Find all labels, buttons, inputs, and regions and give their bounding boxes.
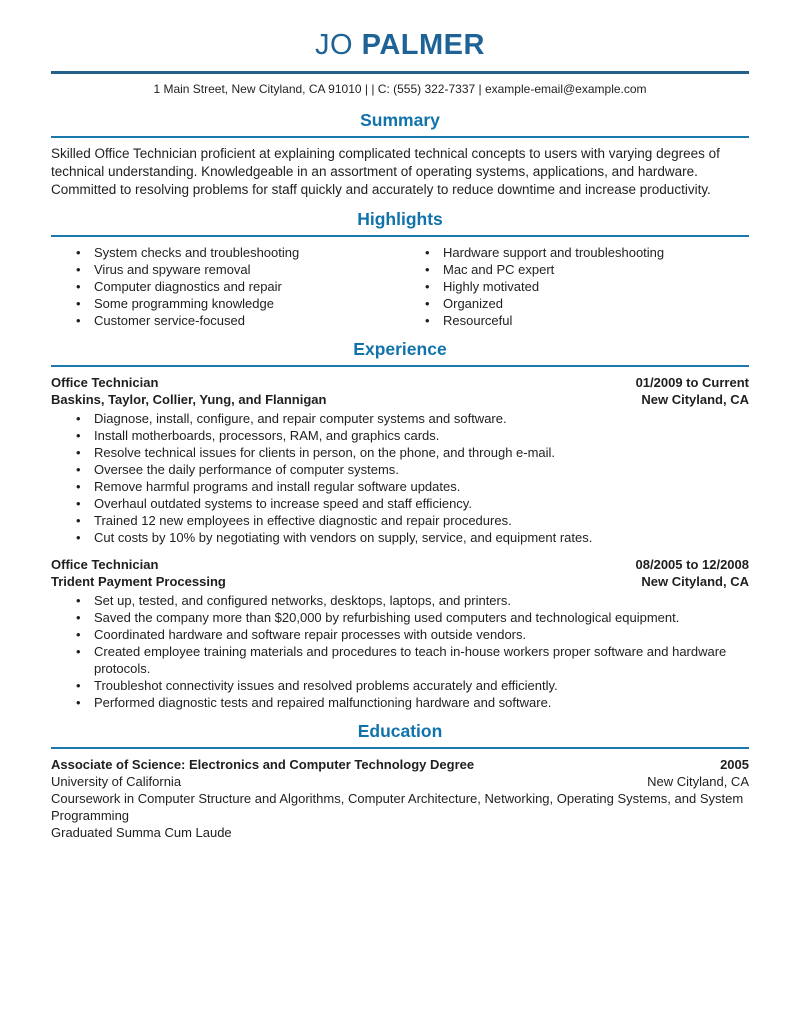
job-bullet: • Performed diagnostic tests and repaired malfunctioning hardware and software. <box>76 694 749 711</box>
job-bullet: • Resolve technical issues for clients in person, on the phone, and through e-mail. <box>76 444 749 461</box>
job-block <box>51 374 749 546</box>
job-bullet: • Coordinated hardware and software repair processes with outside vendors. <box>76 626 749 643</box>
header-rule <box>51 71 749 74</box>
highlight-item: • Resourceful <box>425 312 749 329</box>
job-bullet-list <box>76 592 749 711</box>
job-header-row <box>51 556 749 573</box>
job-role: Office Technician <box>51 375 159 390</box>
contact-line: 1 Main Street, New Cityland, CA 91010 | | C: (555) 322-7337 | example-email@example.com <box>153 82 647 96</box>
job-bullet: • Saved the company more than $20,000 by refurbishing used computers and technological equipment. <box>76 609 749 626</box>
highlight-item: • Mac and PC expert <box>425 261 749 278</box>
job-bullet: • Cut costs by 10% by negotiating with vendors on supply, service, and equipment rates. <box>76 529 749 546</box>
summary-rule <box>51 136 749 138</box>
section-title-education: Education <box>357 721 443 741</box>
highlight-item: • Hardware support and troubleshooting <box>425 244 749 261</box>
job-bullet: • Overhaul outdated systems to increase speed and staff efficiency. <box>76 495 749 512</box>
job-bullet: • Oversee the daily performance of computer systems. <box>76 461 749 478</box>
job-dates: 01/2009 to Current <box>635 375 749 390</box>
highlights-list-right <box>425 244 749 329</box>
job-block <box>51 556 749 711</box>
job-header-row <box>51 374 749 391</box>
highlight-item: • System checks and troubleshooting <box>76 244 400 261</box>
honors-text: Graduated Summa Cum Laude <box>51 825 232 840</box>
job-dates: 08/2005 to 12/2008 <box>635 557 749 572</box>
section-title-experience: Experience <box>353 339 447 359</box>
summary-text: Skilled Office Technician proficient at explaining complicated technical concepts to users with varying degrees of technical understanding. Knowledgeable in an assortment of operating systems, applications, and hardware. Committed to resolving problems for staff quickly and accurately to reduce downtime and increase productivity. <box>51 146 720 197</box>
experience-rule <box>51 365 749 367</box>
highlight-item: • Computer diagnostics and repair <box>76 278 400 295</box>
job-bullet-list <box>76 410 749 546</box>
highlights-columns <box>51 244 749 329</box>
job-bullet: • Install motherboards, processors, RAM, and graphics cards. <box>76 427 749 444</box>
highlight-item: • Highly motivated <box>425 278 749 295</box>
job-bullet: • Set up, tested, and configured networks, desktops, laptops, and printers. <box>76 592 749 609</box>
highlight-item: • Virus and spyware removal <box>76 261 400 278</box>
highlights-list-left <box>76 244 400 329</box>
name-last: PALMER <box>361 29 485 61</box>
graduation-year: 2005 <box>720 757 749 772</box>
job-company: Baskins, Taylor, Collier, Yung, and Flannigan <box>51 392 327 407</box>
job-location: New Cityland, CA <box>641 574 749 589</box>
job-role: Office Technician <box>51 557 159 572</box>
degree-name: Associate of Science: Electronics and Computer Technology Degree <box>51 757 475 772</box>
section-title-highlights: Highlights <box>357 209 443 229</box>
job-company-row <box>51 573 749 590</box>
job-bullet: • Created employee training materials and procedures to teach in-house workers proper software and hardware protocols. <box>76 643 749 677</box>
school-name: University of California <box>51 774 182 789</box>
job-bullet: • Troubleshot connectivity issues and resolved problems accurately and efficiently. <box>76 677 749 694</box>
highlight-item: • Some programming knowledge <box>76 295 400 312</box>
highlight-item: • Organized <box>425 295 749 312</box>
job-company: Trident Payment Processing <box>51 574 226 589</box>
name-first: JO <box>315 29 354 61</box>
job-bullet: • Remove harmful programs and install regular software updates. <box>76 478 749 495</box>
education-block <box>51 756 749 841</box>
job-bullet: • Trained 12 new employees in effective diagnostic and repair procedures. <box>76 512 749 529</box>
education-degree-row <box>51 756 749 773</box>
education-school-row <box>51 773 749 790</box>
job-bullet: • Diagnose, install, configure, and repair computer systems and software. <box>76 410 749 427</box>
highlights-rule <box>51 235 749 237</box>
coursework-text: Coursework in Computer Structure and Algorithms, Computer Architecture, Networking, Operating Systems, and System Programming <box>51 791 744 823</box>
job-location: New Cityland, CA <box>641 392 749 407</box>
education-rule <box>51 747 749 749</box>
school-location: New Cityland, CA <box>647 774 749 789</box>
highlight-item: • Customer service-focused <box>76 312 400 329</box>
section-title-summary: Summary <box>360 110 440 130</box>
job-company-row <box>51 391 749 408</box>
resume-name <box>51 28 749 62</box>
